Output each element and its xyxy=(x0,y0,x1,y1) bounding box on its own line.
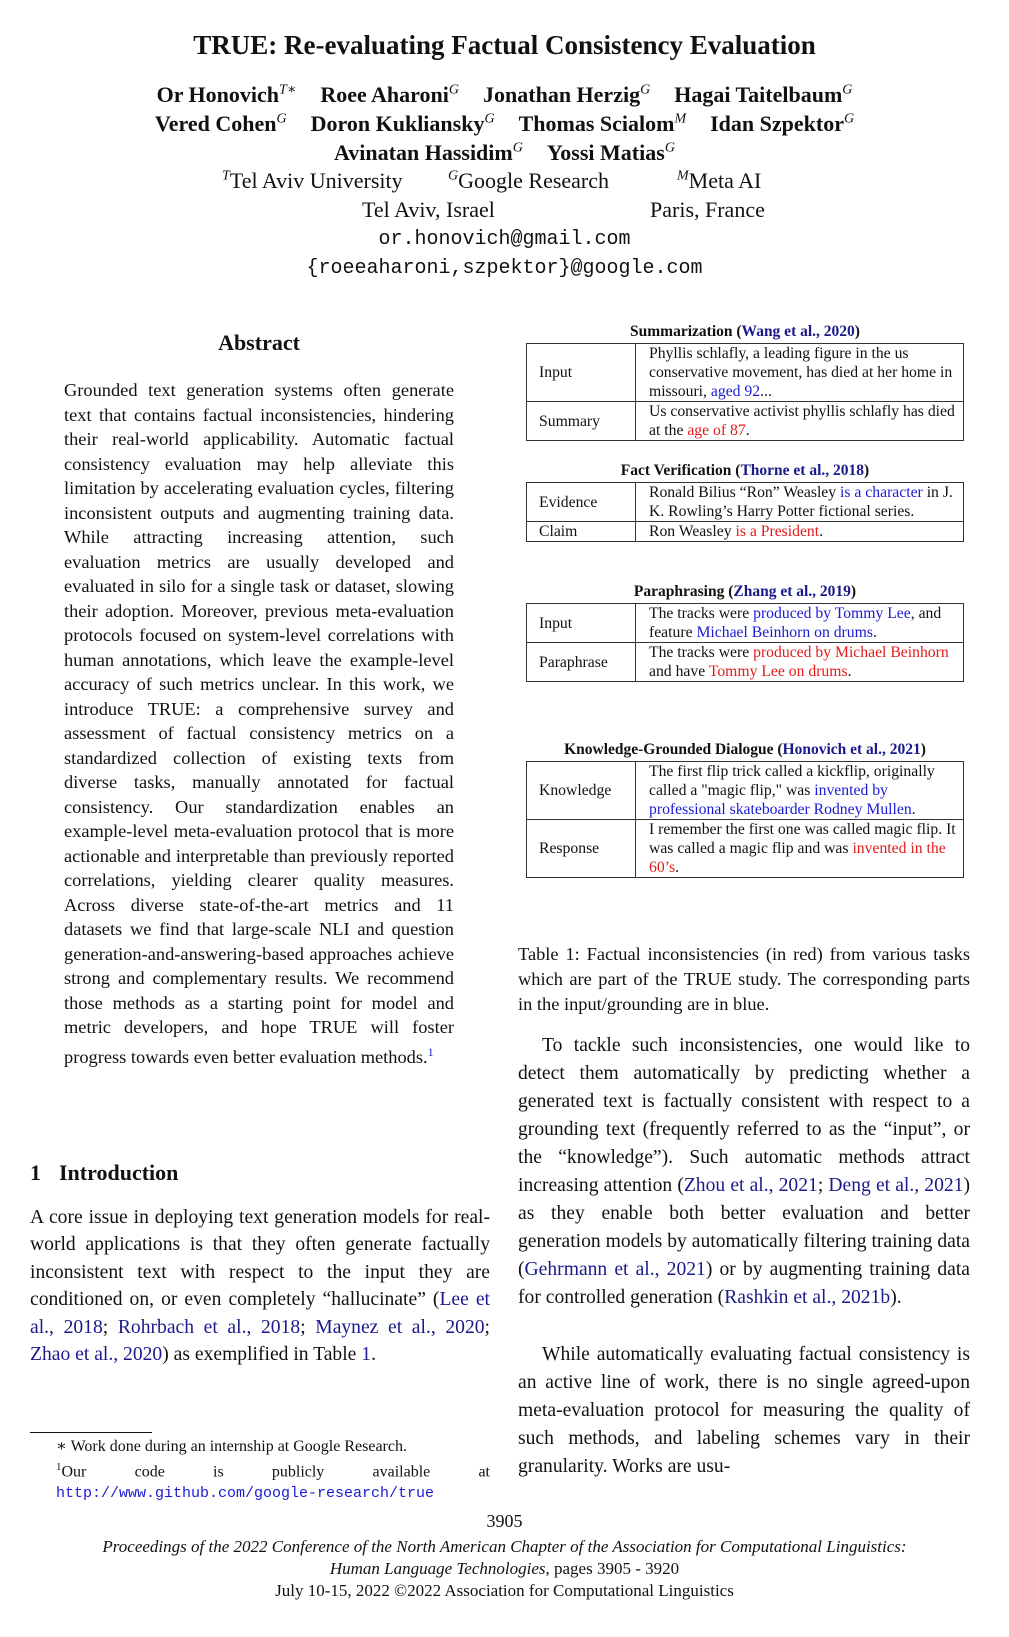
citation-link[interactable]: Rashkin et al., 2021b xyxy=(724,1287,891,1308)
citation-link[interactable]: Zhao et al., 2020 xyxy=(30,1344,163,1366)
affiliation-meta-location: Paris, France xyxy=(650,197,765,222)
example-table xyxy=(526,482,964,542)
text-span: , and feature xyxy=(649,605,942,641)
row-text xyxy=(636,402,964,441)
text-span: The tracks were xyxy=(649,644,754,661)
example-table xyxy=(526,603,964,682)
table-row xyxy=(527,344,964,402)
authors-line-2 xyxy=(0,111,1009,137)
citation-link[interactable]: Lee et al., 2018 xyxy=(30,1289,490,1338)
proceedings-venue: Human Language Technologies xyxy=(329,1559,546,1578)
email-2[interactable]: {roeeaharoni,szpektor}@google.com xyxy=(306,257,703,280)
text-span: ; xyxy=(102,1316,118,1338)
text-span: . xyxy=(745,422,750,439)
table-row xyxy=(527,762,964,820)
table-fact-verification xyxy=(526,461,964,542)
example-table-caption: Paraphrasing (Zhang et al., 2019) xyxy=(633,583,857,600)
table-row xyxy=(527,483,964,522)
text-span: The first flip trick called a kickflip, originally called a "magic flip," was xyxy=(649,763,935,799)
author-name: Idan Szpektor$^G$ xyxy=(710,111,855,136)
citation-link[interactable]: Wang et al., 2020 xyxy=(741,323,855,340)
text-span: ). xyxy=(890,1287,902,1308)
citation-link[interactable]: Honovich et al., 2021 xyxy=(782,741,921,758)
row-text xyxy=(636,522,964,542)
proceedings-pages: , pages 3905 - 3920 xyxy=(545,1559,680,1578)
section-number: 1 xyxy=(30,1160,41,1185)
authors-line-3 xyxy=(0,140,1009,166)
author-name: Thomas Scialom$^M$ xyxy=(518,111,687,136)
footnotes xyxy=(30,1436,490,1504)
row-label: Input xyxy=(527,344,636,402)
proceedings-info xyxy=(0,1536,1009,1602)
abstract-heading: Abstract xyxy=(218,330,300,355)
table-row xyxy=(527,820,964,878)
inconsistent-span: age of 87 xyxy=(687,422,746,439)
example-table xyxy=(526,761,964,878)
text-span: Phyllis schlafly, a leading figure in the us conservative movement, has died at her home in missouri, xyxy=(649,345,953,400)
author-name: Roee Aharoni$^G$ xyxy=(320,82,460,108)
proceedings-line-1: Proceedings of the 2022 Conference of the North American Chapter of the Association for Computational Linguistics: xyxy=(102,1537,907,1556)
inconsistent-span: invented in the 60’s xyxy=(649,840,946,876)
text-span: . xyxy=(847,663,852,680)
text-span: I remember the first one was called magic flip. It was called a magic flip and was xyxy=(649,821,956,857)
footnote-divider xyxy=(30,1432,152,1433)
citation-link[interactable]: Zhang et al., 2019 xyxy=(733,583,851,600)
grounding-span: is a character xyxy=(840,484,923,501)
row-label: Claim xyxy=(527,522,636,542)
text-span: . xyxy=(675,859,680,876)
text-span: Ronald Bilius “Ron” Weasley xyxy=(649,484,841,501)
abstract-body xyxy=(64,378,454,1069)
text-span: . xyxy=(911,801,916,818)
text-span: ) as they enable both better evaluation and better generation models by automatically filtering training data ( xyxy=(518,1175,970,1280)
row-label: Paraphrase xyxy=(527,643,636,682)
citation-link[interactable]: Gehrmann et al., 2021 xyxy=(524,1259,706,1280)
text-span: A core issue in deploying text generation models for real-world applications is that they often generate factually inconsistent text with respect to the input they are conditioned on, or even completely “hallucinate” ( xyxy=(30,1207,490,1311)
text-span: and have xyxy=(649,663,709,680)
paper-title: TRUE: Re-evaluating Factual Consistency Evaluation xyxy=(193,30,816,60)
grounding-span: Michael Beinhorn on drums xyxy=(696,624,873,641)
example-table-caption: Summarization (Wang et al., 2020) xyxy=(630,323,860,340)
table-row xyxy=(527,522,964,542)
right-paragraph-2: While automatically evaluating factual consistency is an active line of work, there is no single agreed-upon meta-evaluation protocol for measuring the quality of such methods, and labeling schemes vary in their granularity. Works are usu- xyxy=(518,1344,970,1477)
text-span: ... xyxy=(760,383,772,400)
row-text xyxy=(636,604,964,643)
code-url-link[interactable]: http://www.github.com/google-research/true xyxy=(56,1485,435,1503)
table-summarization xyxy=(526,322,964,441)
table-row xyxy=(527,643,964,682)
text-span: ) as exemplified in Table xyxy=(162,1344,362,1366)
footnote-ref-1[interactable]: 1 xyxy=(427,1044,434,1059)
citation-link[interactable]: Maynez et al., 2020 xyxy=(315,1316,485,1338)
proceedings-line-3: July 10-15, 2022 ©2022 Association for Computational Linguistics xyxy=(275,1581,734,1600)
email-1[interactable]: or.honovich@gmail.com xyxy=(378,228,631,251)
text-span: ; xyxy=(300,1316,316,1338)
text-span: in J. K. Rowling’s Harry Potter fictional series. xyxy=(649,484,953,520)
table-paraphrasing xyxy=(526,582,964,682)
grounding-span: produced by Tommy Lee xyxy=(753,605,911,622)
authors-line-1 xyxy=(0,82,1009,108)
row-text xyxy=(636,344,964,402)
section-title: Introduction xyxy=(59,1160,179,1185)
example-table xyxy=(526,343,964,441)
author-name: Doron Kukliansky$^G$ xyxy=(310,111,495,136)
citation-link[interactable]: Thorne et al., 2018 xyxy=(740,462,865,479)
affiliation-meta: $^M$Meta AI xyxy=(677,168,762,193)
author-name: Avinatan Hassidim$^G$ xyxy=(334,140,523,165)
section-heading xyxy=(30,1160,178,1186)
text-span: . xyxy=(872,624,877,641)
text-span: . xyxy=(371,1344,376,1366)
row-text xyxy=(636,483,964,522)
text-span: Ron Weasley xyxy=(649,523,736,540)
proceedings-line-2 xyxy=(0,1558,1009,1580)
affiliation-tau-location: Tel Aviv, Israel xyxy=(362,197,495,222)
table-1-caption: Table 1: Factual inconsistencies (in red) from various tasks which are part of the TRUE study. The corresponding parts in the input/grounding are in blue. xyxy=(518,944,970,1014)
affiliation-tau: $^T$Tel Aviv University xyxy=(222,168,403,193)
row-text xyxy=(636,820,964,878)
example-table-caption: Knowledge-Grounded Dialogue (Honovich et al., 2021) xyxy=(564,741,926,758)
inconsistent-span: Tommy Lee on drums xyxy=(708,663,848,680)
grounding-span: invented by professional skateboarder Rodney Mullen xyxy=(649,782,912,818)
citation-link[interactable]: Zhou et al., 2021 xyxy=(683,1175,818,1196)
author-name: Jonathan Herzig$^G$ xyxy=(483,82,651,108)
row-text xyxy=(636,762,964,820)
text-span: Us conservative activist phyllis schlafly has died at the xyxy=(649,403,955,439)
grounding-span: aged 92 xyxy=(710,383,761,400)
author-name: Hagai Taitelbaum$^G$ xyxy=(674,82,853,108)
text-span: The tracks were xyxy=(649,605,754,622)
row-label: Response xyxy=(527,820,636,878)
abstract-text: Grounded text generation systems often generate text that contains factual inconsistencies, hindering their real-world applicability. Automatic factual consistency evaluation may help alleviate this limitation by accelerating evaluation cycles, filtering inconsistent outputs and augmenting training data. While attracting increasing attention, such evaluation metrics are usually developed and evaluated in silo for a single task or dataset, slowing their adoption. Moreover, previous meta-evaluation protocols focused on system-level correlations with human annotations, which leave the example-level accuracy of such metrics unclear. In this work, we introduce TRUE: a comprehensive survey and assessment of factual consistency metrics on a standardized collection of existing texts from diverse tasks, manually annotated for factual consistency. Our standardization enables an example-level meta-evaluation protocol that is more actionable and interpretable than previously reported correlations, yielding clearer quality measures. Across diverse state-of-the-art metrics and 11 datasets we find that large-scale NLI and question generation-and-answering-based approaches achieve strong and complementary results. We recommend those methods as a starting point for model and metric developers, and hope TRUE will foster progress towards even better evaluation methods. xyxy=(64,380,454,1067)
inconsistent-span: is a President xyxy=(735,523,820,540)
row-label: Summary xyxy=(527,402,636,441)
table-dialogue xyxy=(526,740,964,878)
right-paragraph-1 xyxy=(518,1032,970,1312)
affiliation-google: $^G$Google Research xyxy=(448,168,610,193)
citation-link[interactable]: Rohrbach et al., 2018 xyxy=(117,1316,301,1338)
text-span: To tackle such inconsistencies, one would like to detect them automatically by predicting whether a generated text is factually consistent with respect to a grounding text (frequently referred to as the “input”, or the “knowledge”). Such automatic methods attract increasing attention ( xyxy=(518,1035,970,1196)
citation-link[interactable]: Deng et al., 2021 xyxy=(828,1175,964,1196)
example-table-caption: Fact Verification (Thorne et al., 2018) xyxy=(620,462,870,479)
text-span: ; xyxy=(484,1316,490,1338)
author-name: Yossi Matias$^G$ xyxy=(546,140,675,165)
row-label: Knowledge xyxy=(527,762,636,820)
row-text xyxy=(636,643,964,682)
footnote-code: $^1$Our code is publicly available at http://www.github.com/google-research/true xyxy=(56,1461,490,1503)
row-label: Input xyxy=(527,604,636,643)
footnote-star: ∗ Work done during an internship at Google Research. xyxy=(56,1438,407,1455)
intro-paragraph-1 xyxy=(30,1204,490,1368)
table-row xyxy=(527,402,964,441)
table-row xyxy=(527,604,964,643)
citation-link[interactable]: 1 xyxy=(361,1344,372,1366)
author-name: Vered Cohen$^G$ xyxy=(154,111,287,136)
inconsistent-span: produced by Michael Beinhorn xyxy=(753,644,949,661)
text-span: ; xyxy=(817,1175,829,1196)
text-span: ) or by augmenting training data for controlled generation ( xyxy=(518,1259,970,1308)
author-name: Or Honovich$^{T∗}$ xyxy=(156,82,297,108)
footnote-code-text: Our code is publicly available at xyxy=(61,1463,490,1481)
page-number: 3905 xyxy=(486,1511,523,1531)
text-span: . xyxy=(819,523,824,540)
row-label: Evidence xyxy=(527,483,636,522)
